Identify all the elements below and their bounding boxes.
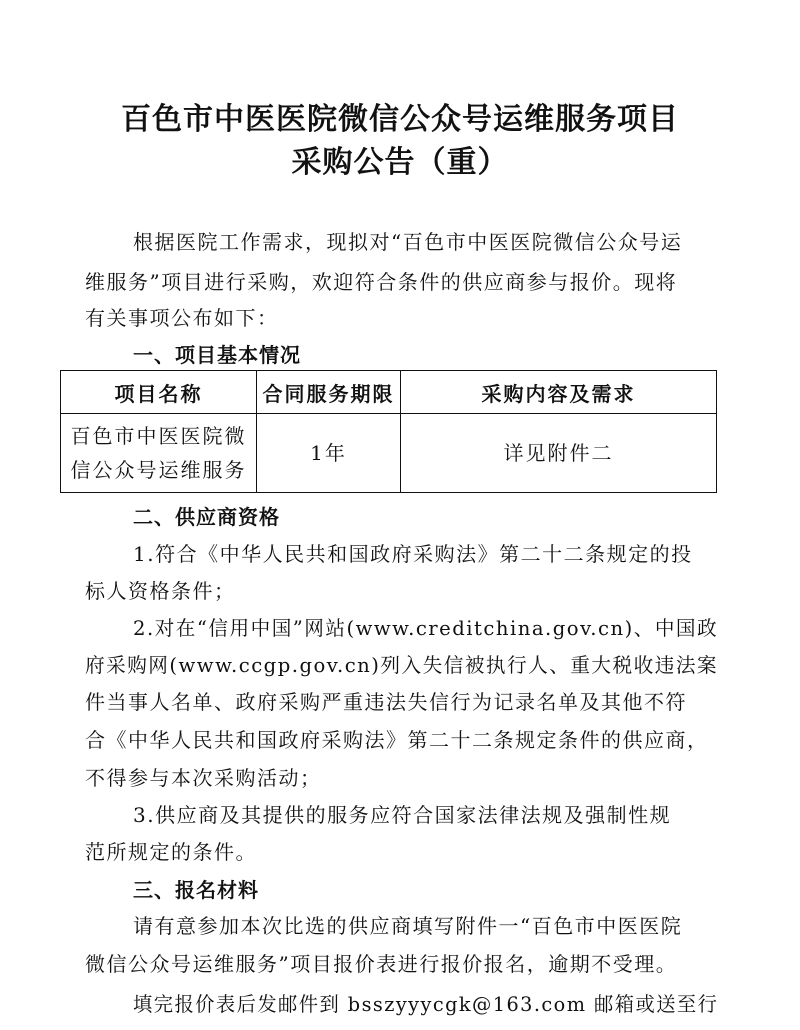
section2-line-6: 合《中华人民共和国政府采购法》第二十二条规定条件的供应商， — [85, 728, 709, 752]
section2-line-5: 件当事人名单、政府采购严重违法失信行为记录名单及其他不符 — [85, 690, 687, 714]
project-info-table — [60, 370, 717, 493]
section2-line-7: 不得参与本次采购活动； — [85, 766, 322, 790]
section2-line-1: 1.符合《中华人民共和国政府采购法》第二十二条规定的投 — [133, 542, 693, 566]
table-header-period: 合同服务期限 — [257, 371, 401, 414]
section2-line-9: 范所规定的条件。 — [85, 840, 257, 864]
section2-line-4: 府采购网(www.ccgp.gov.cn)列入失信被执行人、重大税收违法案 — [85, 653, 719, 677]
section1-heading: 一、项目基本情况 — [133, 343, 301, 367]
project-name-line2: 信公众号运维服务 — [70, 458, 247, 482]
procurement-content-cell: 详见附件二 — [401, 414, 717, 493]
section2-heading: 二、供应商资格 — [133, 505, 280, 529]
table-header-content: 采购内容及需求 — [401, 371, 717, 414]
section3-line-1: 请有意参加本次比选的供应商填写附件一“百色市中医医院 — [133, 914, 683, 938]
table-header-row — [61, 371, 717, 414]
intro-line-3: 有关事项公布如下： — [85, 306, 279, 330]
project-name-line1: 百色市中医医院微 — [70, 424, 247, 448]
document-title-line2: 采购公告（重） — [291, 145, 509, 180]
section3-heading: 三、报名材料 — [133, 878, 259, 902]
section3-line-3: 填完报价表后发邮件到 bsszyyycgk@163.com 邮箱或送至行 — [133, 992, 719, 1016]
project-name-cell — [61, 414, 257, 493]
section2-line-3: 2.对在“信用中国”网站(www.creditchina.gov.cn)、中国政 — [133, 616, 719, 640]
table-header-name: 项目名称 — [61, 371, 257, 414]
section2-line-8: 3.供应商及其提供的服务应符合国家法律法规及强制性规 — [133, 803, 672, 827]
section3-line-2: 微信公众号运维服务”项目报价表进行报价报名，逾期不受理。 — [85, 952, 678, 976]
document-title-line1: 百色市中医医院微信公众号运维服务项目 — [121, 102, 679, 137]
contract-period-cell: 1年 — [257, 414, 401, 493]
section2-line-2: 标人资格条件； — [85, 579, 236, 603]
intro-line-1: 根据医院工作需求，现拟对“百色市中医医院微信公众号运 — [133, 230, 683, 254]
intro-line-2: 维服务”项目进行采购，欢迎符合条件的供应商参与报价。现将 — [85, 270, 678, 294]
table-row — [61, 414, 717, 493]
